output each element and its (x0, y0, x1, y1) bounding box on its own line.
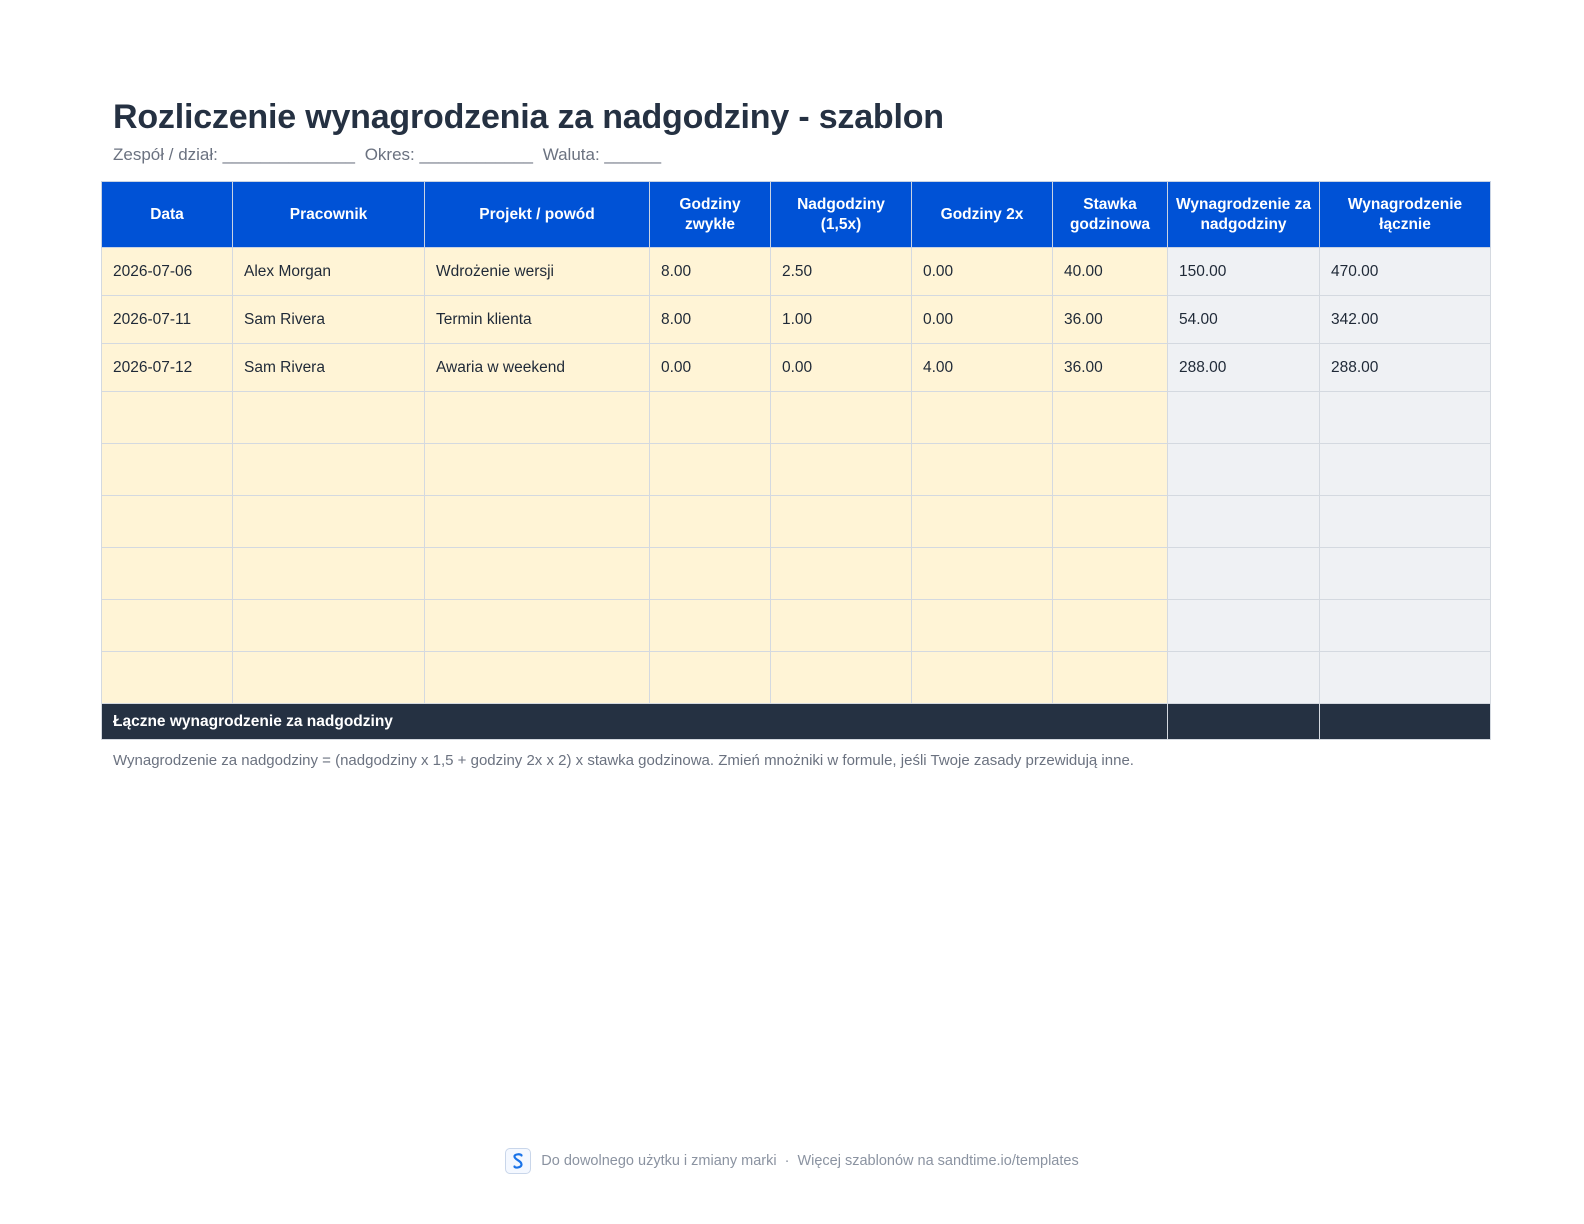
cell-employee[interactable]: Alex Morgan (233, 248, 425, 296)
cell-overtime-pay[interactable] (1168, 392, 1320, 444)
more-templates-link[interactable]: Więcej szablonów na sandtime.io/templates (797, 1153, 1079, 1169)
cell-total-pay[interactable] (1320, 496, 1491, 548)
cell-overtime-pay[interactable] (1168, 652, 1320, 704)
cell-employee[interactable] (233, 548, 425, 600)
table-row (102, 296, 1491, 344)
cell-overtime-pay[interactable] (1168, 600, 1320, 652)
page-subtitle (113, 145, 666, 165)
cell-project[interactable] (425, 496, 650, 548)
cell-hourly-rate[interactable] (1053, 496, 1168, 548)
cell-project[interactable] (425, 652, 650, 704)
cell-overtime-hours[interactable] (771, 548, 912, 600)
overtime-table (101, 181, 1491, 740)
cell-project[interactable]: Termin klienta (425, 296, 650, 344)
total-overtime-pay-cell[interactable] (1168, 704, 1320, 740)
cell-overtime-pay[interactable] (1168, 548, 1320, 600)
cell-overtime-hours[interactable] (771, 652, 912, 704)
cell-date[interactable] (102, 392, 233, 444)
table-row (102, 496, 1491, 548)
cell-double-hours[interactable] (912, 392, 1053, 444)
cell-project[interactable] (425, 548, 650, 600)
cell-regular-hours[interactable] (650, 600, 771, 652)
cell-hourly-rate[interactable] (1053, 652, 1168, 704)
cell-date[interactable] (102, 600, 233, 652)
cell-double-hours[interactable] (912, 444, 1053, 496)
cell-overtime-pay[interactable]: 288.00 (1168, 344, 1320, 392)
column-header-double-hours: Godziny 2x (912, 182, 1053, 248)
column-header-overtime-pay: Wynagrodzenie za nadgodziny (1168, 182, 1320, 248)
cell-hourly-rate[interactable]: 36.00 (1053, 344, 1168, 392)
cell-project[interactable] (425, 444, 650, 496)
cell-date[interactable] (102, 548, 233, 600)
cell-overtime-pay[interactable]: 150.00 (1168, 248, 1320, 296)
cell-date[interactable] (102, 496, 233, 548)
cell-overtime-pay[interactable] (1168, 496, 1320, 548)
cell-employee[interactable] (233, 444, 425, 496)
cell-hourly-rate[interactable]: 36.00 (1053, 296, 1168, 344)
cell-hourly-rate[interactable] (1053, 600, 1168, 652)
cell-overtime-pay[interactable] (1168, 444, 1320, 496)
table-row (102, 444, 1491, 496)
cell-total-pay[interactable] (1320, 652, 1491, 704)
cell-regular-hours[interactable] (650, 496, 771, 548)
cell-date[interactable] (102, 444, 233, 496)
cell-regular-hours[interactable]: 0.00 (650, 344, 771, 392)
cell-total-pay[interactable] (1320, 600, 1491, 652)
cell-project[interactable] (425, 600, 650, 652)
table-row (102, 248, 1491, 296)
cell-overtime-hours[interactable] (771, 496, 912, 548)
column-header-overtime-hours: Nadgodziny (1,5x) (771, 182, 912, 248)
cell-overtime-hours[interactable]: 2.50 (771, 248, 912, 296)
cell-employee[interactable]: Sam Rivera (233, 344, 425, 392)
table-header-row (102, 182, 1491, 248)
column-header-project: Projekt / powód (425, 182, 650, 248)
cell-date[interactable]: 2026-07-06 (102, 248, 233, 296)
cell-total-pay[interactable] (1320, 392, 1491, 444)
cell-regular-hours[interactable] (650, 444, 771, 496)
cell-overtime-hours[interactable]: 0.00 (771, 344, 912, 392)
footer-separator: · (784, 1153, 790, 1169)
table-row (102, 344, 1491, 392)
page-title: Rozliczenie wynagrodzenia za nadgodziny - szablon (113, 98, 944, 136)
cell-project[interactable] (425, 392, 650, 444)
cell-double-hours[interactable]: 0.00 (912, 248, 1053, 296)
cell-hourly-rate[interactable] (1053, 392, 1168, 444)
table-row (102, 392, 1491, 444)
cell-regular-hours[interactable]: 8.00 (650, 296, 771, 344)
cell-hourly-rate[interactable]: 40.00 (1053, 248, 1168, 296)
cell-overtime-hours[interactable] (771, 392, 912, 444)
cell-double-hours[interactable]: 0.00 (912, 296, 1053, 344)
cell-hourly-rate[interactable] (1053, 444, 1168, 496)
cell-project[interactable]: Awaria w weekend (425, 344, 650, 392)
column-header-employee: Pracownik (233, 182, 425, 248)
cell-total-pay[interactable] (1320, 444, 1491, 496)
cell-double-hours[interactable] (912, 548, 1053, 600)
cell-date[interactable]: 2026-07-12 (102, 344, 233, 392)
cell-overtime-hours[interactable] (771, 444, 912, 496)
cell-employee[interactable] (233, 652, 425, 704)
cell-overtime-hours[interactable]: 1.00 (771, 296, 912, 344)
cell-overtime-hours[interactable] (771, 600, 912, 652)
cell-employee[interactable] (233, 496, 425, 548)
cell-regular-hours[interactable] (650, 652, 771, 704)
cell-double-hours[interactable]: 4.00 (912, 344, 1053, 392)
cell-employee[interactable] (233, 600, 425, 652)
cell-regular-hours[interactable] (650, 392, 771, 444)
cell-employee[interactable]: Sam Rivera (233, 296, 425, 344)
cell-employee[interactable] (233, 392, 425, 444)
cell-project[interactable]: Wdrożenie wersji (425, 248, 650, 296)
table-row (102, 652, 1491, 704)
cell-total-pay[interactable]: 342.00 (1320, 296, 1491, 344)
cell-hourly-rate[interactable] (1053, 548, 1168, 600)
cell-total-pay[interactable] (1320, 548, 1491, 600)
cell-double-hours[interactable] (912, 652, 1053, 704)
cell-total-pay[interactable]: 288.00 (1320, 344, 1491, 392)
total-pay-cell[interactable] (1320, 704, 1491, 740)
total-row (102, 704, 1491, 740)
cell-double-hours[interactable] (912, 600, 1053, 652)
cell-overtime-pay[interactable]: 54.00 (1168, 296, 1320, 344)
cell-double-hours[interactable] (912, 496, 1053, 548)
cell-date[interactable]: 2026-07-11 (102, 296, 233, 344)
total-label: Łączne wynagrodzenie za nadgodziny (102, 704, 1168, 740)
period-field-label: Okres: ____________ (364, 145, 533, 164)
license-text: Do dowolnego użytku i zmiany marki (541, 1153, 777, 1169)
table-row (102, 548, 1491, 600)
team-field-label: Zespół / dział: ______________ (113, 145, 355, 164)
page-footer (0, 1148, 1584, 1174)
column-header-regular-hours: Godziny zwykłe (650, 182, 771, 248)
currency-field-label: Waluta: ______ (542, 145, 662, 164)
cell-regular-hours[interactable]: 8.00 (650, 248, 771, 296)
table-row (102, 600, 1491, 652)
column-header-total-pay: Wynagrodzenie łącznie (1320, 182, 1491, 248)
column-header-hourly-rate: Stawka godzinowa (1053, 182, 1168, 248)
sandtime-logo-icon (505, 1148, 531, 1174)
cell-date[interactable] (102, 652, 233, 704)
cell-total-pay[interactable]: 470.00 (1320, 248, 1491, 296)
column-header-date: Data (102, 182, 233, 248)
cell-regular-hours[interactable] (650, 548, 771, 600)
formula-note: Wynagrodzenie za nadgodziny = (nadgodziny x 1,5 + godziny 2x x 2) x stawka godzinowa. Zmień mnożniki w formule, jeśli Twoje zasady przewidują inne. (113, 752, 1134, 769)
